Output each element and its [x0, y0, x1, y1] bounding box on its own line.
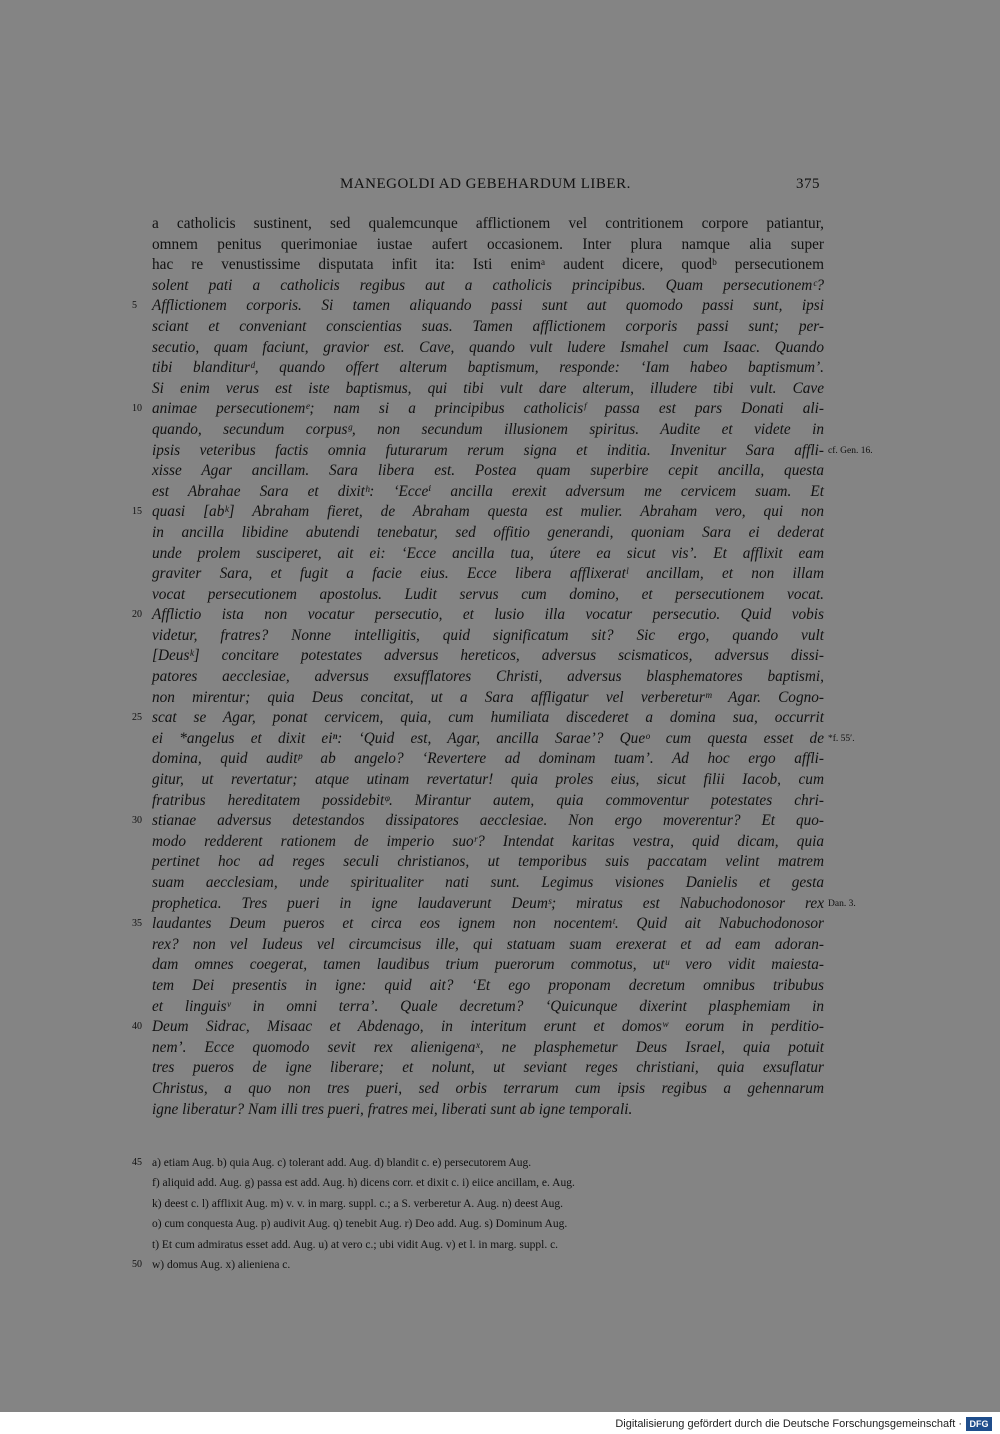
text-line: igne liberatur? Nam illi tres pueri, fratres mei, liberati sunt ab igne temporali.: [152, 1100, 633, 1118]
line-number: 20: [132, 609, 142, 621]
text-line: unde prolem susciperet, ait ei: ‘Ecce ancilla tua, útere ea sicut vis’. Et afflixit eam: [152, 544, 824, 562]
text-line: tibi blanditurᵈ, quando offert alterum baptismum, responde: ‘Iam habeo baptismum’.: [152, 359, 824, 377]
text-line: est Abrahae Sara et dixitʰ: ‘Ecceⁱ ancilla erexit adversum me cervicem suam. Et: [152, 482, 824, 500]
text-line: solent pati a catholicis regibus aut a catholicis principibus. Quam persecutionemᶜ?: [152, 276, 824, 294]
text-line: xisse Agar ancillam. Sara libera est. Postea quam superbire cepit ancilla, questa: [152, 462, 824, 480]
text-line: modo redderent rationem de imperio suoʳ? Intendat karitas vestra, quid dicam, quia: [152, 832, 824, 850]
text-line: 25 scat se Agar, ponat cervicem, quia, cum humiliata discederet a domina sua, occurrit: [152, 708, 824, 729]
footnote-line: 45 a) etiam Aug. b) quia Aug. c) tolerant add. Aug. d) blandit c. e) persecutorem Aug.: [152, 1153, 816, 1173]
funding-credit: Digitalisierung gefördert durch die Deutsche Forschungsgemeinschaft ·: [615, 1418, 962, 1430]
text-line: vocat persecutionem apostolus. Ludit servus cum domino, et persecutionem vocat.: [152, 585, 824, 603]
footnote-line: t) Et cum admiratus esset add. Aug. u) at vero c.; ubi vidit Aug. v) et l. in marg. suppl. c.: [152, 1238, 559, 1251]
line-number: 50: [132, 1258, 142, 1270]
line-number: 30: [132, 815, 142, 827]
line-number: 35: [132, 918, 142, 930]
running-header: [340, 176, 820, 198]
running-title: MANEGOLDI AD GEBEHARDUM LIBER.: [340, 176, 631, 192]
text-line: 20 Afflictio ista non vocatur persecutio, et lusio illa vocatur persecutio. Quid vobis: [152, 605, 824, 626]
text-line: tres pueros de igne liberare; et nolunt, ut seviant reges christiani, quia exsuflatur: [152, 1059, 824, 1077]
text-line: Christus, a quo non tres pueri, sed orbis terrarum cum ipsis regibus a gehennarum: [152, 1079, 824, 1097]
margin-note: Dan. 3.: [828, 898, 856, 909]
text-line: graviter Sara, et fugit a facie eius. Ecce libera afflixeratˡ ancillam, et non illam: [152, 565, 824, 583]
text-line: fratribus hereditatem possidebitᵠ. Mirantur autem, quia commoventur potestates chri-: [152, 791, 824, 809]
footnote-line: o) cum conquesta Aug. p) audivit Aug. q) tenebit Aug. r) Deo add. Aug. s) Dominum Aug.: [152, 1218, 568, 1231]
footnote-line: f) aliquid add. Aug. g) passa est add. Aug. h) dicens corr. et dixit c. i) eiice ancillam, e. Aug.: [152, 1177, 575, 1190]
text-line: videtur, fratres? Nonne intelligitis, quid significatum sit? Sic ergo, quando vult: [152, 626, 824, 644]
text-line: 15 quasi [abᵏ] Abraham fieret, de Abraham questa est mulier. Abraham vero, qui non: [152, 502, 824, 523]
text-line: 35 laudantes Deum pueros et circa eos ignem non nocentemᵗ. Quid ait Nabuchodonosor: [152, 914, 824, 935]
text-line: ipsis veteribus factis omnia futurarum rerum signa et inditia. Invenitur Sara affli- cf. Gen. 16.: [152, 441, 824, 462]
text-line: 10 animae persecutionemᵉ; nam si a principibus catholicisᶠ passa est pars Donati ali-: [152, 399, 824, 420]
text-line: a catholicis sustinent, sed qualemcunque afflictionem vel contritionem corpore patiantur,: [152, 215, 824, 232]
text-line: nem’. Ecce quomodo sevit rex alienigenaˣ, ne plasphemetur Deus Israel, quia potuit: [152, 1038, 824, 1056]
line-number: 45: [132, 1157, 142, 1168]
line-number: 10: [132, 403, 142, 415]
margin-note: *f. 55′.: [828, 733, 855, 744]
main-text: [132, 214, 873, 1120]
text-line: secutio, quam faciunt, gravior est. Cave, quando vult ludere Ismahel cum Isaac. Quando: [152, 338, 824, 356]
text-line: 5 Afflictionem corporis. Si tamen aliquando passi sunt aut quomodo passi sunt, ipsi: [152, 296, 824, 317]
dfg-logo: DFG: [966, 1417, 992, 1431]
text-line: non mirentur; quia Deus concitat, ut a Sara affligatur vel verbereturᵐ Agar. Cogno-: [152, 688, 824, 706]
text-line: in ancilla libidine abutendi tenebatur, sed offitio generandi, quoniam Sara ei dederat: [152, 523, 824, 541]
text-line: tem Dei presentis in igne: quid ait? ‘Et ego proponam decretum omnibus tribubus: [152, 976, 824, 994]
text-line: rex? non vel Iudeus vel circumcisus ille, qui statuam suam erexerat et ad eam adoran-: [152, 935, 824, 953]
footer-bar: [0, 1412, 1000, 1434]
line-number: 25: [132, 712, 142, 724]
text-line: pertinet hoc ad reges seculi christianos, ut temporibus suis paccatam velint matrem: [152, 853, 824, 871]
text-line: ei *angelus et dixit eiⁿ: ‘Quid est, Agar, ancilla Sarae’? Queᵒ cum questa esset de *f. 55′.: [152, 729, 824, 750]
text-line: Si enim verus est iste baptismus, qui tibi vult dare alterum, illudere tibi vult. Cave: [152, 379, 824, 397]
text-line: et linguisᵛ in omni terra’. Quale decretum? ‘Quicunque dixerint plasphemiam in: [152, 997, 824, 1015]
text-line: [Deusᵏ] concitare potestates adversus hereticos, adversus scismaticos, adversus dissi-: [152, 647, 824, 665]
text-line: hac re venustissime disputata infit ita: Isti enimᵃ audent dicere, quodᵇ persecutionem: [152, 256, 824, 274]
text-line: sciant et conveniant conscientias suas. Tamen afflictionem corporis passi sunt; per-: [152, 317, 824, 335]
text-line: gitur, ut revertatur; atque utinam revertatur! quia proles eius, sicut filii Iacob, cum: [152, 771, 824, 789]
page-number: 375: [796, 176, 820, 192]
line-number: 5: [132, 300, 137, 312]
text-line: 40 Deum Sidrac, Misaac et Abdenago, in interitum erunt et domosʷ eorum in perditio-: [152, 1017, 824, 1038]
text-line: omnem penitus querimoniae iustae aufert occasionem. Inter plura namque alia super: [152, 235, 824, 253]
line-number: 15: [132, 506, 142, 518]
text-line: quando, secundum corpusᵍ, non secundum illusionem spiritus. Audite et videte in: [152, 420, 824, 438]
text-line: patores aecclesiae, adversus exsufflatores Christi, adversus blasphematores baptismi,: [152, 668, 824, 686]
footnotes: [132, 1153, 816, 1275]
footnote-line: 50 w) domus Aug. x) alieniena c.: [152, 1255, 816, 1275]
line-number: 40: [132, 1021, 142, 1033]
footnote-line: k) deest c. l) afflixit Aug. m) v. v. in marg. suppl. c.; a S. verberetur A. Aug. n) deest Aug.: [152, 1197, 564, 1210]
text-line: domina, quid auditᵖ ab angelo? ‘Revertere ad dominam tuam’. Ad hoc ergo affli-: [152, 750, 824, 768]
text-line: dam omnes coegerat, tamen laudibus trium puerorum commotus, utᵘ vero vidit maiesta-: [152, 956, 824, 974]
margin-note: cf. Gen. 16.: [828, 445, 873, 456]
text-line: prophetica. Tres pueri in igne laudaverunt Deumˢ; miratus est Nabuchodonosor rex Dan. 3.: [152, 894, 824, 915]
text-line: 30 stianae adversus detestandos dissipatores aecclesiae. Non ergo moverentur? Et quo-: [152, 811, 824, 832]
text-line: suam aecclesiam, unde spiritualiter nati sunt. Legimus visiones Danielis et gesta: [152, 874, 824, 891]
